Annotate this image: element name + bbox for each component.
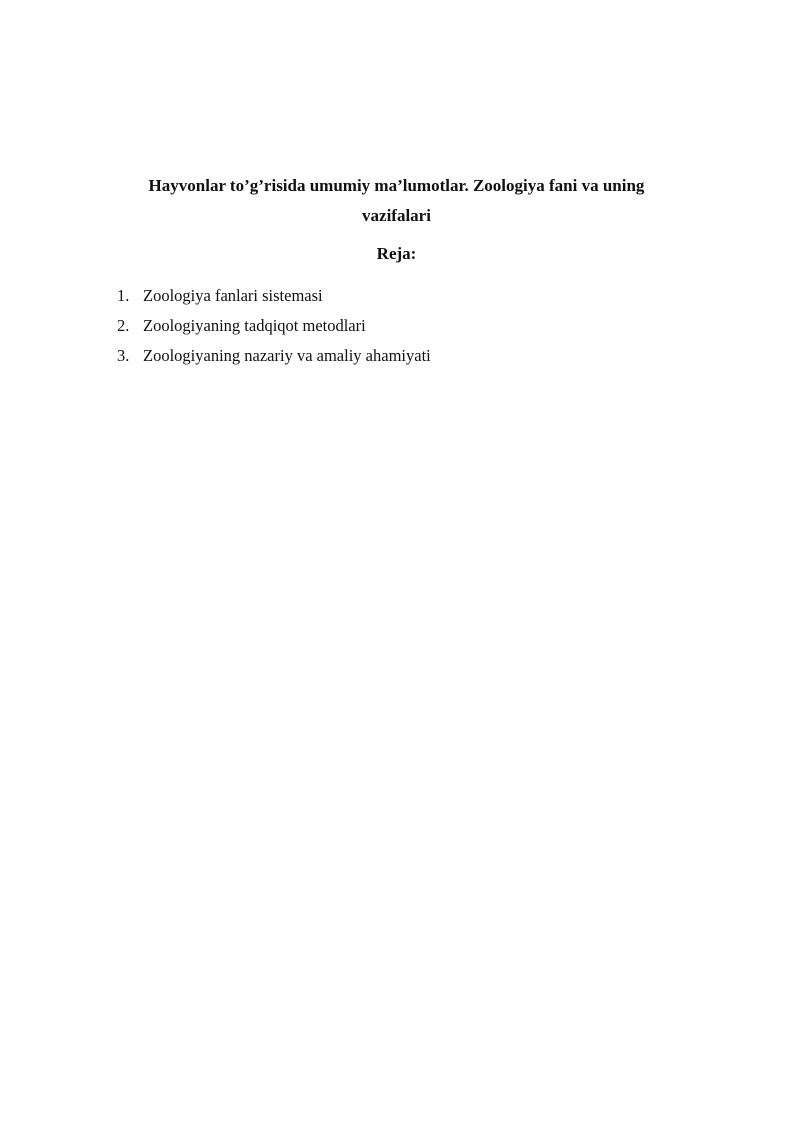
list-item-number: 2.: [117, 316, 130, 335]
list-item-number: 1.: [117, 286, 130, 305]
list-item: [117, 311, 431, 341]
plan-list: [117, 281, 431, 371]
title-line-1: Hayvonlar to’g’risida umumiy ma’lumotlar. Zoologiya fani va uning: [148, 176, 645, 195]
list-item: [117, 341, 431, 371]
list-item-text: Zoologiya fanlari sistemasi: [143, 286, 323, 305]
document-title: [100, 171, 693, 231]
list-item-number: 3.: [117, 346, 130, 365]
plan-heading: Reja:: [376, 244, 417, 263]
list-item-text: Zoologiyaning tadqiqot metodlari: [143, 316, 366, 335]
list-item-text: Zoologiyaning nazariy va amaliy ahamiyati: [143, 346, 431, 365]
list-item: [117, 281, 431, 311]
title-line-2: vazifalari: [362, 206, 431, 225]
